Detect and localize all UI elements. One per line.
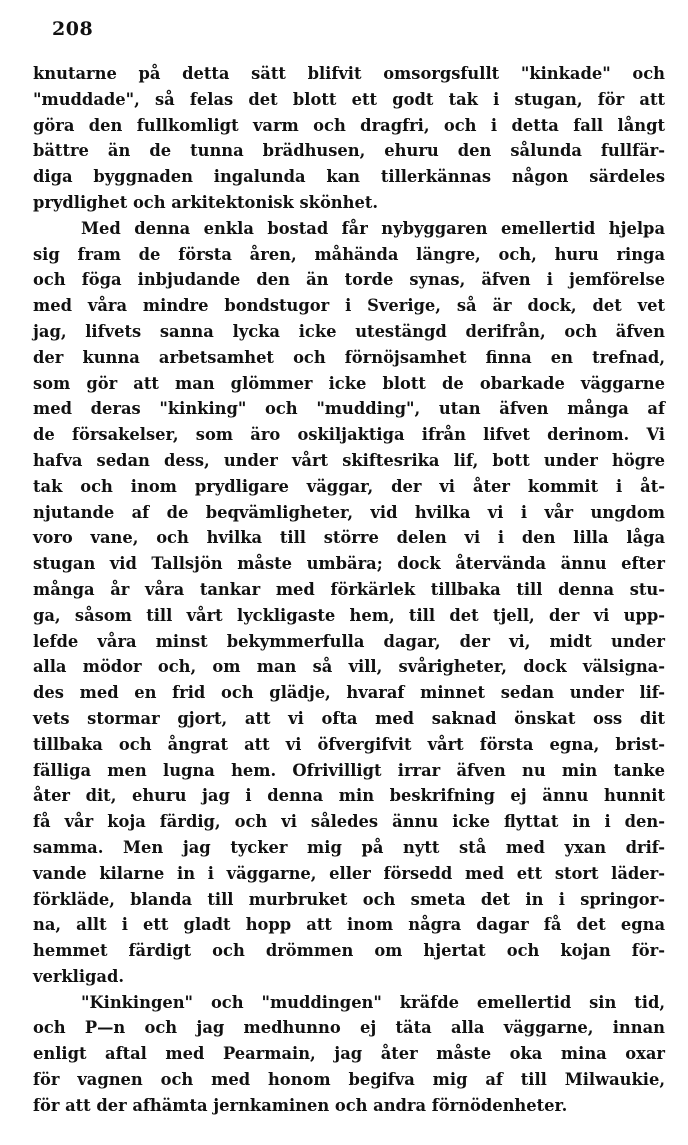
text-line: Med denna enkla bostad får nybyggaren emellertid hjelpa bbox=[81, 218, 665, 238]
text-line: prydlighet och arkitektonisk skönhet. bbox=[33, 192, 379, 212]
text-line: na, allt i ett gladt hopp att inom några dagar få det egna bbox=[33, 915, 665, 935]
text-line: göra den fullkomligt varm och dragfri, och i detta fall långt bbox=[33, 115, 665, 135]
text-line: hafva sedan dess, under vårt skiftesrika lif, bott under högre bbox=[33, 450, 665, 470]
text-line: alla mödor och, om man så vill, svårigheter, dock välsigna- bbox=[33, 657, 665, 677]
text-line: för vagnen och med honom begifva mig af till Milwaukie, bbox=[33, 1070, 665, 1090]
text-line: med våra mindre bondstugor i Sverige, så är dock, det vet bbox=[33, 296, 665, 316]
text-line: som gör att man glömmer icke blott de obarkade väggarne bbox=[33, 373, 665, 393]
text-line: de försakelser, som äro oskiljaktiga ifrån lifvet derinom. Vi bbox=[33, 425, 665, 445]
text-line: "muddade", så felas det blott ett godt tak i stugan, för att bbox=[33, 89, 665, 109]
text-line: få vår koja färdig, och vi således ännu icke flyttat in i den- bbox=[33, 812, 665, 832]
text-line: många år våra tankar med förkärlek tillbaka till denna stu- bbox=[33, 579, 665, 599]
text-line: "Kinkingen" och "muddingen" kräfde emellertid sin tid, bbox=[81, 992, 665, 1012]
text-line: sig fram de första åren, måhända längre, och, huru ringa bbox=[33, 244, 665, 264]
text-line: åter dit, ehuru jag i denna min beskrifning ej ännu hunnit bbox=[33, 786, 665, 806]
text-line: diga byggnaden ingalunda kan tillerkännas någon särdeles bbox=[33, 167, 665, 187]
text-line: fälliga men lugna hem. Ofrivilligt irrar äfven nu min tanke bbox=[33, 760, 665, 780]
text-line: njutande af de beqvämligheter, vid hvilka vi i vår ungdom bbox=[33, 502, 665, 522]
text-line: och föga inbjudande den än torde synas, äfven i jemförelse bbox=[33, 270, 665, 290]
text-line: vets stormar gjort, att vi ofta med saknad önskat oss dit bbox=[33, 708, 665, 728]
text-line: hemmet färdigt och drömmen om hjertat och kojan för- bbox=[33, 941, 665, 961]
body-text bbox=[33, 61, 665, 1119]
text-line: voro vane, och hvilka till större delen vi i den lilla låga bbox=[33, 528, 665, 548]
text-line: för att der afhämta jernkaminen och andra förnödenheter. bbox=[33, 1095, 568, 1115]
text-line: tak och inom prydligare väggar, der vi åter kommit i åt- bbox=[33, 476, 665, 496]
text-line: knutarne på detta sätt blifvit omsorgsfullt "kinkade" och bbox=[33, 64, 665, 83]
text-line: bättre än de tunna brädhusen, ehuru den sålunda fullfär- bbox=[33, 141, 665, 161]
text-line: lefde våra minst bekymmerfulla dagar, der vi, midt under bbox=[33, 631, 665, 651]
text-line: vande kilarne in i väggarne, eller försedd med ett stort läder- bbox=[33, 863, 665, 883]
text-line: tillbaka och ångrat att vi öfvergifvit vårt första egna, brist- bbox=[33, 734, 665, 754]
text-line: förkläde, blanda till murbruket och smeta det in i springor- bbox=[33, 889, 665, 909]
text-line: der kunna arbetsamhet och förnöjsamhet finna en trefnad, bbox=[33, 347, 665, 367]
page-number: 208 bbox=[52, 18, 94, 40]
text-line: samma. Men jag tycker mig på nytt stå med yxan drif- bbox=[33, 837, 665, 857]
text-line: enligt aftal med Pearmain, jag åter måste oka mina oxar bbox=[33, 1044, 665, 1064]
text-line: stugan vid Tallsjön måste umbära; dock återvända ännu efter bbox=[33, 554, 665, 574]
text-line: och P—n och jag medhunno ej täta alla väggarne, innan bbox=[33, 1018, 665, 1038]
text-line: verkligad. bbox=[33, 966, 125, 986]
text-line: med deras "kinking" och "mudding", utan äfven många af bbox=[33, 399, 665, 419]
text-line: jag, lifvets sanna lycka icke utestängd derifrån, och äfven bbox=[33, 321, 665, 341]
text-line: ga, såsom till vårt lyckligaste hem, till det tjell, der vi upp- bbox=[33, 605, 665, 625]
text-line: des med en frid och glädje, hvaraf minnet sedan under lif- bbox=[33, 683, 665, 703]
